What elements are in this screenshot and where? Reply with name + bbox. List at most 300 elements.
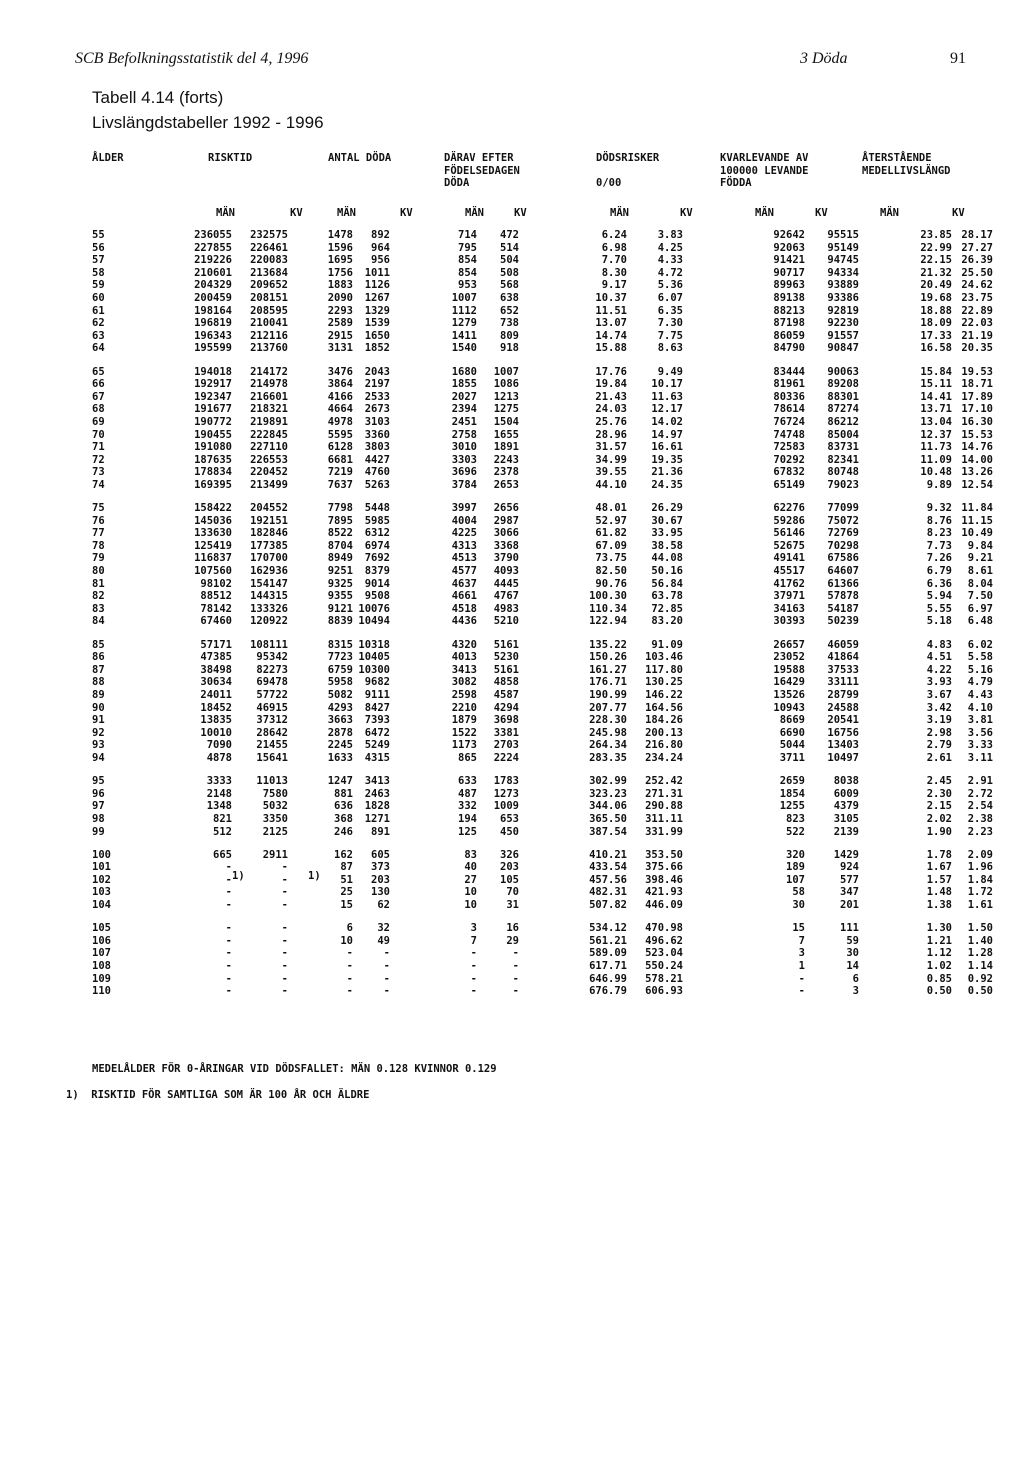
cell-medellivslangd-kv: 27.27 — [961, 241, 993, 254]
cell-dodsrisk-man: 61.82 — [595, 527, 627, 540]
cell-doda-man: 5595 — [327, 428, 353, 441]
cell-kvarlevande-kv: 86212 — [827, 415, 859, 428]
cell-medellivslangd-man: 13.71 — [920, 403, 952, 416]
cell-darav-man: 1007 — [451, 291, 477, 304]
cell-dodsrisk-man: 302.99 — [589, 775, 627, 788]
cell-dodsrisk-kv: 38.58 — [651, 539, 683, 552]
cell-risktid-man: 210601 — [194, 266, 232, 279]
cell-kvarlevande-kv: 6009 — [833, 787, 859, 800]
cell-risktid-kv: - — [281, 972, 288, 985]
cell-risktid-kv: 213760 — [250, 342, 288, 355]
cell-age: 80 — [92, 565, 105, 578]
cell-risktid-man: - — [225, 899, 232, 912]
cell-medellivslangd-man: 1.78 — [926, 848, 952, 861]
cell-risktid-kv: 208595 — [250, 304, 288, 317]
cell-dodsrisk-man: 110.34 — [589, 602, 627, 615]
cell-kvarlevande-man: 45517 — [773, 565, 805, 578]
cell-dodsrisk-kv: 103.46 — [645, 651, 683, 664]
cell-dodsrisk-man: 44.10 — [595, 478, 627, 491]
table-row — [0, 279, 993, 292]
table-row — [0, 714, 993, 727]
cell-medellivslangd-man: 2.98 — [926, 726, 952, 739]
table-row — [0, 565, 993, 578]
cell-kvarlevande-man: 8669 — [779, 714, 805, 727]
cell-darav-man: 3696 — [451, 466, 477, 479]
cell-dodsrisk-man: 34.99 — [595, 453, 627, 466]
cell-darav-kv: 738 — [500, 317, 519, 330]
table-row — [0, 229, 993, 242]
cell-dodsrisk-man: 7.70 — [601, 254, 627, 267]
cell-darav-kv: 4587 — [493, 688, 519, 701]
cell-kvarlevande-kv: 16756 — [827, 726, 859, 739]
cell-kvarlevande-man: 41762 — [773, 577, 805, 590]
cell-age: 65 — [92, 365, 105, 378]
footnote-marker-risktid-man: 1) — [232, 870, 245, 882]
cell-risktid-kv: 15641 — [256, 751, 288, 764]
cell-risktid-man: 4878 — [206, 751, 232, 764]
cell-dodsrisk-man: 13.07 — [595, 317, 627, 330]
cell-risktid-man: 665 — [213, 848, 232, 861]
cell-risktid-kv: 232575 — [250, 229, 288, 241]
cell-kvarlevande-kv: 61366 — [827, 577, 859, 590]
cell-medellivslangd-kv: 13.26 — [961, 466, 993, 479]
cell-dodsrisk-man: 676.79 — [589, 985, 627, 998]
cell-doda-man: 2589 — [327, 317, 353, 330]
cell-kvarlevande-man: 89138 — [773, 291, 805, 304]
cell-risktid-man: 169395 — [194, 478, 232, 491]
cell-risktid-man: 236055 — [194, 229, 232, 241]
cell-risktid-kv: 226461 — [250, 241, 288, 254]
cell-dodsrisk-kv: 578.21 — [645, 972, 683, 985]
cell-kvarlevande-man: 81961 — [773, 378, 805, 391]
cell-risktid-kv: 208151 — [250, 291, 288, 304]
cell-darav-kv: 3790 — [493, 552, 519, 565]
cell-medellivslangd-man: 2.30 — [926, 787, 952, 800]
cell-risktid-man: - — [225, 985, 232, 998]
subheader-darav-man: MÄN — [465, 207, 484, 219]
cell-age: 107 — [92, 947, 111, 960]
subheader-ater-man: MÄN — [880, 207, 899, 219]
cell-darav-kv: 29 — [506, 934, 519, 947]
cell-doda-kv: 2043 — [364, 365, 390, 378]
table-row — [0, 985, 993, 998]
table-row — [0, 800, 993, 813]
cell-kvarlevande-man: 91421 — [773, 254, 805, 267]
cell-doda-man: - — [346, 985, 353, 998]
cell-risktid-man: 512 — [213, 825, 232, 838]
cell-doda-man: 8315 — [327, 638, 353, 651]
cell-dodsrisk-kv: 4.33 — [657, 254, 683, 267]
cell-kvarlevande-kv: 72769 — [827, 527, 859, 540]
cell-darav-kv: 1273 — [493, 787, 519, 800]
cell-dodsrisk-kv: 216.80 — [645, 739, 683, 752]
cell-darav-kv: 326 — [500, 848, 519, 861]
cell-dodsrisk-kv: 606.93 — [645, 985, 683, 998]
cell-medellivslangd-man: 1.12 — [926, 947, 952, 960]
cell-risktid-kv: 214172 — [250, 365, 288, 378]
cell-medellivslangd-man: 9.89 — [926, 478, 952, 491]
cell-doda-man: 3476 — [327, 365, 353, 378]
cell-medellivslangd-kv: 5.58 — [967, 651, 993, 664]
cell-medellivslangd-kv: 1.40 — [967, 934, 993, 947]
table-row — [0, 739, 993, 752]
cell-medellivslangd-man: 3.67 — [926, 688, 952, 701]
cell-dodsrisk-man: 207.77 — [589, 701, 627, 714]
cell-risktid-kv: 216601 — [250, 390, 288, 403]
cell-kvarlevande-kv: 24588 — [827, 701, 859, 714]
group-spacer — [0, 912, 993, 923]
cell-risktid-kv: 214978 — [250, 378, 288, 391]
cell-medellivslangd-man: 4.51 — [926, 651, 952, 664]
cell-kvarlevande-kv: 54187 — [827, 602, 859, 615]
cell-darav-kv: 31 — [506, 899, 519, 912]
cell-kvarlevande-kv: 2139 — [833, 825, 859, 838]
cell-kvarlevande-man: - — [798, 972, 805, 985]
cell-kvarlevande-kv: 3105 — [833, 812, 859, 825]
cell-dodsrisk-kv: 523.04 — [645, 947, 683, 960]
cell-dodsrisk-man: 534.12 — [589, 922, 627, 935]
cell-kvarlevande-kv: 90063 — [827, 365, 859, 378]
cell-darav-kv: 508 — [500, 266, 519, 279]
cell-dodsrisk-kv: 146.22 — [645, 688, 683, 701]
cell-risktid-kv: 21455 — [256, 739, 288, 752]
cell-dodsrisk-kv: 24.35 — [651, 478, 683, 491]
cell-darav-kv: 16 — [506, 922, 519, 935]
cell-risktid-kv: 182846 — [250, 527, 288, 540]
group-spacer — [0, 491, 993, 502]
table-row — [0, 861, 993, 874]
cell-doda-kv: 5985 — [364, 514, 390, 527]
table-row — [0, 651, 993, 664]
cell-darav-kv: 568 — [500, 279, 519, 292]
table-title: Tabell 4.14 (forts) — [92, 88, 224, 107]
cell-age: 79 — [92, 552, 105, 565]
cell-darav-man: 633 — [458, 775, 477, 788]
cell-doda-kv: 9682 — [364, 676, 390, 689]
cell-dodsrisk-man: 31.57 — [595, 441, 627, 454]
table-row — [0, 727, 993, 740]
cell-age: 87 — [92, 663, 105, 676]
cell-dodsrisk-kv: 44.08 — [651, 552, 683, 565]
cell-doda-kv: 373 — [371, 861, 390, 874]
cell-dodsrisk-man: 507.82 — [589, 899, 627, 912]
cell-medellivslangd-kv: 0.50 — [967, 985, 993, 998]
table-row — [0, 366, 993, 379]
cell-darav-man: 1680 — [451, 365, 477, 378]
cell-risktid-man: 200459 — [194, 291, 232, 304]
cell-doda-man: 636 — [334, 800, 353, 813]
cell-kvarlevande-man: 3 — [798, 947, 805, 960]
cell-kvarlevande-kv: 50239 — [827, 615, 859, 628]
cell-darav-man: - — [470, 985, 477, 998]
cell-medellivslangd-kv: 19.53 — [961, 365, 993, 378]
table-row — [0, 752, 993, 765]
cell-age: 103 — [92, 886, 111, 899]
cell-dodsrisk-man: 646.99 — [589, 972, 627, 985]
cell-dodsrisk-kv: 30.67 — [651, 514, 683, 527]
cell-risktid-man: 192917 — [194, 378, 232, 391]
cell-doda-kv: 5249 — [364, 739, 390, 752]
cell-risktid-kv: 95342 — [256, 651, 288, 664]
cell-kvarlevande-kv: 1429 — [833, 848, 859, 861]
cell-darav-kv: 1086 — [493, 378, 519, 391]
cell-doda-man: - — [346, 947, 353, 960]
cell-kvarlevande-man: 62276 — [773, 502, 805, 515]
cell-doda-man: 1695 — [327, 254, 353, 267]
cell-doda-man: 9121 — [327, 602, 353, 615]
cell-risktid-kv: 2125 — [262, 825, 288, 838]
cell-kvarlevande-kv: 924 — [840, 861, 859, 874]
cell-medellivslangd-kv: 22.89 — [961, 304, 993, 317]
cell-age: 76 — [92, 514, 105, 527]
cell-risktid-kv: 144315 — [250, 590, 288, 603]
cell-medellivslangd-man: 2.15 — [926, 800, 952, 813]
cell-medellivslangd-kv: 1.96 — [967, 861, 993, 874]
cell-kvarlevande-kv: 85004 — [827, 428, 859, 441]
cell-age: 75 — [92, 502, 105, 515]
cell-darav-man: 4004 — [451, 514, 477, 527]
cell-dodsrisk-man: 150.26 — [589, 651, 627, 664]
cell-kvarlevande-kv: 88301 — [827, 390, 859, 403]
cell-doda-man: 9251 — [327, 565, 353, 578]
cell-risktid-man: - — [225, 861, 232, 874]
cell-risktid-man: 10010 — [200, 726, 232, 739]
cell-risktid-kv: 209652 — [250, 279, 288, 292]
cell-dodsrisk-kv: 5.36 — [657, 279, 683, 292]
cell-darav-man: 854 — [458, 254, 477, 267]
cell-darav-kv: 2653 — [493, 478, 519, 491]
cell-kvarlevande-man: 49141 — [773, 552, 805, 565]
cell-medellivslangd-kv: 1.50 — [967, 922, 993, 935]
cell-dodsrisk-man: 82.50 — [595, 565, 627, 578]
cell-darav-man: 7 — [470, 934, 477, 947]
cell-risktid-kv: - — [281, 947, 288, 960]
cell-kvarlevande-kv: 10497 — [827, 751, 859, 764]
cell-risktid-kv: - — [281, 960, 288, 973]
subheader-doda-man: MÄN — [337, 207, 356, 219]
table-row — [0, 317, 993, 330]
cell-risktid-kv: 28642 — [256, 726, 288, 739]
cell-medellivslangd-man: 1.02 — [926, 960, 952, 973]
cell-age: 94 — [92, 751, 105, 764]
cell-darav-kv: 450 — [500, 825, 519, 838]
cell-dodsrisk-kv: 26.29 — [651, 502, 683, 515]
cell-medellivslangd-kv: 22.03 — [961, 317, 993, 330]
cell-darav-kv: 203 — [500, 861, 519, 874]
cell-medellivslangd-kv: 6.97 — [967, 602, 993, 615]
cell-risktid-man: 7090 — [206, 739, 232, 752]
cell-kvarlevande-man: 10943 — [773, 701, 805, 714]
table-row — [0, 886, 993, 899]
cell-medellivslangd-man: 1.21 — [926, 934, 952, 947]
group-spacer — [0, 628, 993, 639]
cell-darav-man: 1411 — [451, 329, 477, 342]
cell-medellivslangd-kv: 0.92 — [967, 972, 993, 985]
cell-risktid-kv: 204552 — [250, 502, 288, 515]
cell-dodsrisk-kv: 200.13 — [645, 726, 683, 739]
cell-kvarlevande-kv: 95149 — [827, 241, 859, 254]
cell-medellivslangd-man: 21.32 — [920, 266, 952, 279]
cell-kvarlevande-kv: 20541 — [827, 714, 859, 727]
cell-kvarlevande-kv: 70298 — [827, 539, 859, 552]
col-header-kvarlevande: KVARLEVANDE AV 100000 LEVANDE FÖDDA — [720, 152, 809, 190]
cell-dodsrisk-kv: 353.50 — [645, 848, 683, 861]
cell-kvarlevande-man: 72583 — [773, 441, 805, 454]
cell-risktid-kv: 133326 — [250, 602, 288, 615]
running-header-section: 3 Döda — [800, 50, 848, 67]
col-header-risktid: RISKTID — [208, 152, 253, 164]
cell-age: 102 — [92, 873, 111, 886]
cell-medellivslangd-kv: 7.50 — [967, 590, 993, 603]
cell-dodsrisk-kv: 12.17 — [651, 403, 683, 416]
cell-doda-kv: 32 — [377, 922, 390, 935]
cell-risktid-man: - — [225, 886, 232, 899]
cell-darav-man: 2394 — [451, 403, 477, 416]
cell-medellivslangd-man: 4.83 — [926, 638, 952, 651]
cell-risktid-man: 88512 — [200, 590, 232, 603]
cell-darav-man: 1855 — [451, 378, 477, 391]
cell-kvarlevande-man: 3711 — [779, 751, 805, 764]
col-header-darav: DÄRAV EFTER FÖDELSEDAGEN DÖDA — [444, 152, 520, 190]
cell-darav-man: 3784 — [451, 478, 477, 491]
table-row — [0, 254, 993, 267]
cell-kvarlevande-man: 90717 — [773, 266, 805, 279]
cell-doda-kv: 9508 — [364, 590, 390, 603]
cell-kvarlevande-kv: 4379 — [833, 800, 859, 813]
cell-kvarlevande-man: 7 — [798, 934, 805, 947]
cell-doda-man: 6681 — [327, 453, 353, 466]
cell-risktid-man: 192347 — [194, 390, 232, 403]
table-row — [0, 305, 993, 318]
cell-age: 58 — [92, 266, 105, 279]
cell-kvarlevande-kv: 92819 — [827, 304, 859, 317]
cell-risktid-man: 204329 — [194, 279, 232, 292]
cell-darav-man: 3997 — [451, 502, 477, 515]
cell-age: 95 — [92, 775, 105, 788]
cell-medellivslangd-man: 16.58 — [920, 342, 952, 355]
cell-darav-man: 3303 — [451, 453, 477, 466]
cell-doda-man: 1247 — [327, 775, 353, 788]
cell-doda-kv: 1271 — [364, 812, 390, 825]
subheader-risk-kv: KV — [680, 207, 693, 219]
cell-kvarlevande-man: 2659 — [779, 775, 805, 788]
cell-darav-kv: 2224 — [493, 751, 519, 764]
cell-kvarlevande-kv: 77099 — [827, 502, 859, 515]
cell-doda-man: 8522 — [327, 527, 353, 540]
cell-dodsrisk-man: 67.09 — [595, 539, 627, 552]
cell-age: 81 — [92, 577, 105, 590]
cell-medellivslangd-man: 10.48 — [920, 466, 952, 479]
cell-medellivslangd-man: 7.26 — [926, 552, 952, 565]
cell-risktid-kv: 219891 — [250, 415, 288, 428]
cell-risktid-man: 191080 — [194, 441, 232, 454]
cell-medellivslangd-kv: 9.21 — [967, 552, 993, 565]
cell-kvarlevande-kv: 13403 — [827, 739, 859, 752]
cell-kvarlevande-kv: 3 — [852, 985, 859, 998]
cell-kvarlevande-man: 15 — [792, 922, 805, 935]
cell-medellivslangd-man: 15.84 — [920, 365, 952, 378]
cell-risktid-kv: 154147 — [250, 577, 288, 590]
cell-doda-kv: 3803 — [364, 441, 390, 454]
cell-darav-kv: - — [512, 960, 519, 973]
cell-darav-kv: 653 — [500, 812, 519, 825]
cell-medellivslangd-kv: 2.72 — [967, 787, 993, 800]
cell-doda-kv: 4760 — [364, 466, 390, 479]
table-row — [0, 922, 993, 935]
cell-darav-kv: 3381 — [493, 726, 519, 739]
cell-age: 82 — [92, 590, 105, 603]
cell-dodsrisk-kv: 11.63 — [651, 390, 683, 403]
cell-age: 77 — [92, 527, 105, 540]
cell-doda-kv: 2533 — [364, 390, 390, 403]
cell-doda-man: 1633 — [327, 751, 353, 764]
cell-risktid-kv: 213684 — [250, 266, 288, 279]
cell-medellivslangd-kv: 6.02 — [967, 638, 993, 651]
cell-kvarlevande-kv: 577 — [840, 873, 859, 886]
table-row — [0, 664, 993, 677]
cell-doda-man: 7895 — [327, 514, 353, 527]
cell-dodsrisk-man: 410.21 — [589, 848, 627, 861]
cell-risktid-kv: 192151 — [250, 514, 288, 527]
cell-age: 60 — [92, 291, 105, 304]
cell-medellivslangd-man: 19.68 — [920, 291, 952, 304]
cell-dodsrisk-kv: 4.25 — [657, 241, 683, 254]
cell-kvarlevande-kv: 8038 — [833, 775, 859, 788]
cell-medellivslangd-kv: 10.49 — [961, 527, 993, 540]
cell-doda-man: 9325 — [327, 577, 353, 590]
cell-kvarlevande-man: 34163 — [773, 602, 805, 615]
cell-risktid-man: - — [225, 947, 232, 960]
cell-darav-kv: 4767 — [493, 590, 519, 603]
cell-dodsrisk-man: 323.23 — [589, 787, 627, 800]
cell-doda-man: 1596 — [327, 241, 353, 254]
cell-risktid-kv: - — [281, 985, 288, 998]
group-spacer — [0, 355, 993, 366]
cell-risktid-kv: 212116 — [250, 329, 288, 342]
cell-medellivslangd-kv: 28.17 — [961, 229, 993, 241]
cell-dodsrisk-kv: 21.36 — [651, 466, 683, 479]
cell-doda-man: 162 — [334, 848, 353, 861]
table-row — [0, 874, 993, 887]
cell-doda-kv: 605 — [371, 848, 390, 861]
cell-age: 92 — [92, 726, 105, 739]
cell-kvarlevande-kv: 111 — [840, 922, 859, 935]
cell-kvarlevande-kv: 6 — [852, 972, 859, 985]
cell-darav-man: 4225 — [451, 527, 477, 540]
cell-medellivslangd-kv: 23.75 — [961, 291, 993, 304]
cell-dodsrisk-man: 387.54 — [589, 825, 627, 838]
cell-dodsrisk-kv: 496.62 — [645, 934, 683, 947]
cell-doda-kv: 5263 — [364, 478, 390, 491]
cell-dodsrisk-kv: 184.26 — [645, 714, 683, 727]
cell-darav-kv: 1009 — [493, 800, 519, 813]
cell-kvarlevande-man: 67832 — [773, 466, 805, 479]
cell-darav-man: 2598 — [451, 688, 477, 701]
cell-medellivslangd-man: 3.42 — [926, 701, 952, 714]
cell-doda-kv: 7393 — [364, 714, 390, 727]
cell-dodsrisk-man: 39.55 — [595, 466, 627, 479]
table-row — [0, 527, 993, 540]
cell-kvarlevande-kv: 87274 — [827, 403, 859, 416]
table-row — [0, 479, 993, 492]
cell-risktid-man: - — [225, 972, 232, 985]
cell-doda-man: 5958 — [327, 676, 353, 689]
cell-kvarlevande-man: 30 — [792, 899, 805, 912]
cell-doda-kv: 3103 — [364, 415, 390, 428]
cell-doda-kv: - — [383, 972, 390, 985]
cell-dodsrisk-kv: 6.35 — [657, 304, 683, 317]
cell-doda-man: 2915 — [327, 329, 353, 342]
